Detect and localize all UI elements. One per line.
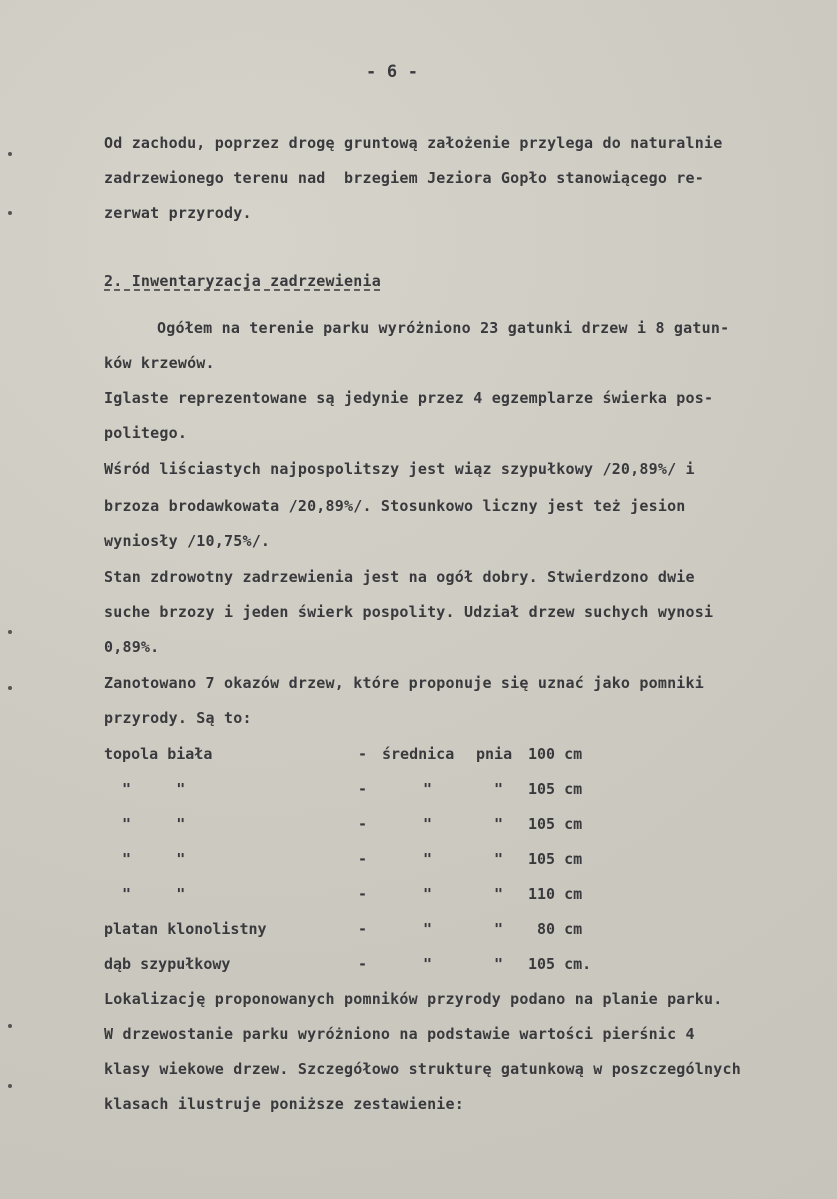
- paragraph-line: zadrzewionego terenu nad brzegiem Jeziora Gopło stanowiącego re-: [104, 169, 704, 187]
- tree-value: 105 cm: [528, 780, 583, 798]
- tree-name: dąb szypułkowy: [104, 955, 231, 973]
- tree-label: ": [494, 920, 504, 938]
- tree-value: 110 cm: [528, 885, 583, 903]
- tree-label: ": [423, 815, 433, 833]
- tree-name: " ": [104, 850, 186, 868]
- body-line: przyrody. Są to:: [104, 709, 252, 727]
- section-heading: 2. Inwentaryzacja zadrzewienia: [104, 272, 381, 290]
- tree-label: pnia: [476, 745, 513, 763]
- closing-line: klasy wiekowe drzew. Szczegółowo strukturę gatunkową w poszczególnych: [104, 1060, 741, 1078]
- body-line: suche brzozy i jeden świerk pospolity. Udział drzew suchych wynosi: [104, 603, 714, 621]
- body-line: wyniosły /10,75%/.: [104, 532, 271, 550]
- margin-mark: [8, 1084, 12, 1088]
- margin-mark: [8, 152, 12, 156]
- closing-line: klasach ilustruje poniższe zestawienie:: [104, 1095, 464, 1113]
- margin-mark: [8, 211, 12, 215]
- closing-line: Lokalizację proponowanych pomników przyrody podano na planie parku.: [104, 990, 723, 1008]
- tree-dash: -: [358, 815, 368, 833]
- body-line: Iglaste reprezentowane są jedynie przez 4 egzemplarze świerka pos-: [104, 389, 714, 407]
- tree-label: ": [423, 955, 433, 973]
- closing-line: W drzewostanie parku wyróżniono na podstawie wartości pierśnic 4: [104, 1025, 695, 1043]
- tree-name: topola biała: [104, 745, 213, 763]
- body-line: ków krzewów.: [104, 354, 215, 372]
- body-line: Zanotowano 7 okazów drzew, które proponuje się uznać jako pomniki: [104, 674, 704, 692]
- paragraph-line: zerwat przyrody.: [104, 204, 252, 222]
- tree-value: 105 cm.: [528, 955, 592, 973]
- tree-name: " ": [104, 885, 186, 903]
- body-line: brzoza brodawkowata /20,89%/. Stosunkowo liczny jest też jesion: [104, 497, 686, 515]
- tree-name: platan klonolistny: [104, 920, 267, 938]
- tree-name: " ": [104, 780, 186, 798]
- tree-dash: -: [358, 745, 368, 763]
- body-line: 0,89%.: [104, 638, 160, 656]
- tree-value: 100 cm: [528, 745, 583, 763]
- tree-dash: -: [358, 885, 368, 903]
- tree-dash: -: [358, 850, 368, 868]
- tree-dash: -: [358, 780, 368, 798]
- tree-label: ": [494, 850, 504, 868]
- body-line: Wśród liściastych najpospolitszy jest wiąz szypułkowy /20,89%/ i: [104, 460, 695, 478]
- tree-dash: -: [358, 920, 368, 938]
- tree-label: ": [494, 885, 504, 903]
- tree-name: " ": [104, 815, 186, 833]
- tree-label: ": [494, 815, 504, 833]
- tree-label: ": [494, 780, 504, 798]
- tree-value: 105 cm: [528, 815, 583, 833]
- body-line: Stan zdrowotny zadrzewienia jest na ogół dobry. Stwierdzono dwie: [104, 568, 695, 586]
- tree-value: 105 cm: [528, 850, 583, 868]
- margin-mark: [8, 630, 12, 634]
- tree-label: ": [423, 780, 433, 798]
- body-line: Ogółem na terenie parku wyróżniono 23 gatunki drzew i 8 gatun-: [157, 319, 730, 337]
- tree-dash: -: [358, 955, 368, 973]
- paragraph-line: Od zachodu, poprzez drogę gruntową założenie przylega do naturalnie: [104, 134, 723, 152]
- tree-label: ": [423, 885, 433, 903]
- margin-mark: [8, 686, 12, 690]
- tree-value: 80 cm: [528, 920, 583, 938]
- tree-label: ": [423, 920, 433, 938]
- body-line: politego.: [104, 424, 188, 442]
- tree-label: ": [494, 955, 504, 973]
- tree-label: ": [423, 850, 433, 868]
- tree-label: średnica: [382, 745, 455, 763]
- page-number: - 6 -: [366, 62, 419, 82]
- margin-mark: [8, 1024, 12, 1028]
